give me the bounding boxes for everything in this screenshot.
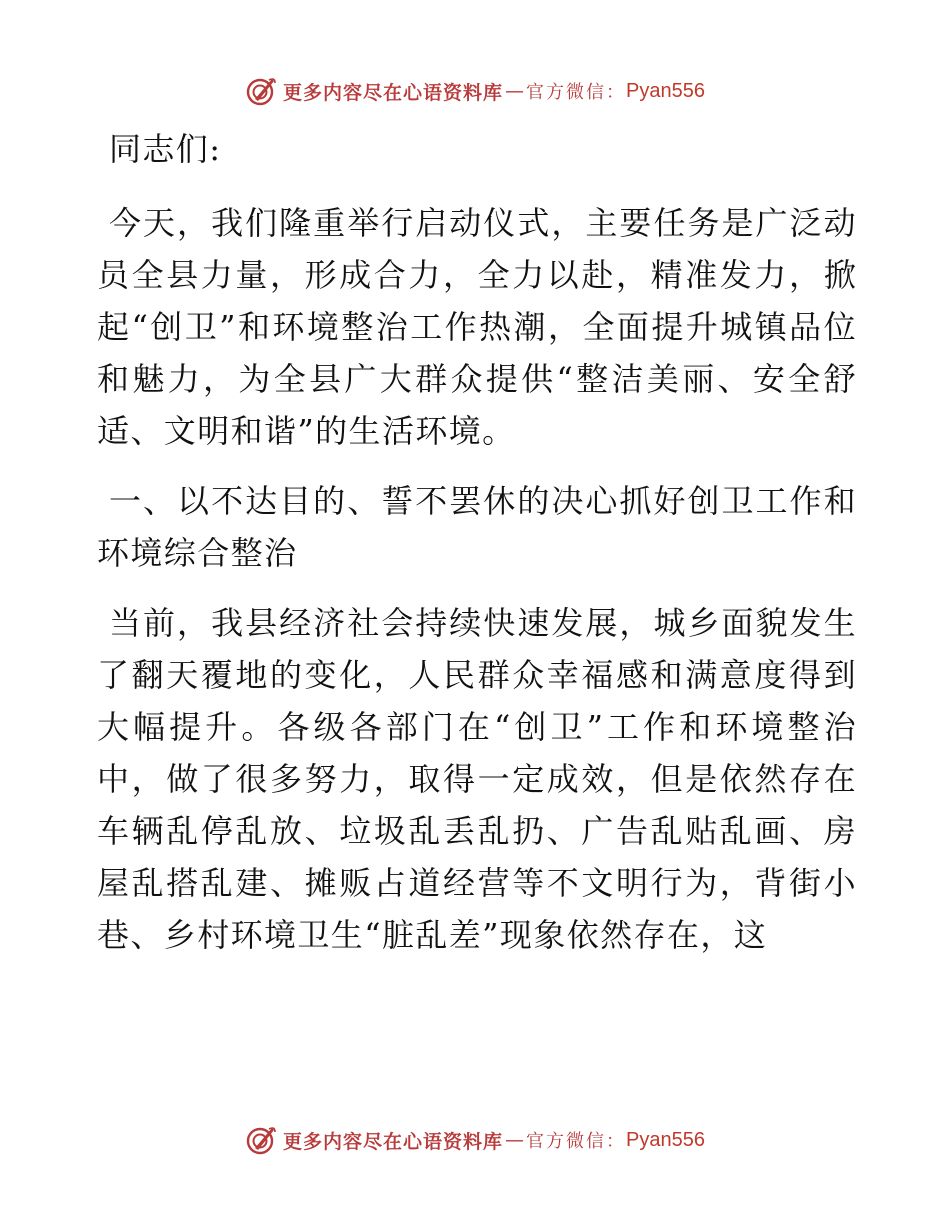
header-watermark-banner — [0, 71, 950, 111]
footer-watermark-banner — [0, 1120, 950, 1160]
greeting-line: 同志们: — [109, 130, 222, 168]
banner-site-text: 更多内容尽在心语资料库 — [283, 81, 504, 104]
paragraph-current-situation: 当前，我县经济社会持续快速发展，城乡面貌发生了翻天覆地的变化，人民群众幸福感和满意度得到大幅提升。各级各部门在“创卫”工作和环境整治中，做了很多努力，取得一定成效，但是依然存在车辆乱停乱放、垃圾乱丢乱扔、广告乱贴乱画、房屋乱搭乱建、摊贩占道经营等不文明行为，背街小巷、乡村环境卫生“脏乱差”现象依然存在，这 — [97, 604, 857, 954]
banner-site-text: 更多内容尽在心语资料库 — [283, 1130, 504, 1153]
section-heading-one: 一、以不达目的、誓不罢休的决心抓好创卫工作和环境综合整治 — [97, 482, 857, 572]
banner-wechat-id: Pyan556 — [626, 79, 705, 102]
quill-logo-icon — [245, 75, 277, 107]
banner-wechat-label: 官方微信： — [526, 1131, 627, 1152]
paragraph-intro: 今天，我们隆重举行启动仪式，主要任务是广泛动员全县力量，形成合力，全力以赴，精准发力，掀起“创卫”和环境整治工作热潮，全面提升城镇品位和魅力，为全县广大群众提供“整洁美丽、安全舒适、文明和谐”的生活环境。 — [97, 204, 857, 450]
document-body — [97, 123, 857, 979]
banner-dash: — — [505, 1129, 525, 1151]
quill-logo-icon — [245, 1124, 277, 1156]
banner-wechat-id: Pyan556 — [626, 1128, 705, 1151]
banner-dash: — — [505, 80, 525, 102]
banner-wechat-label: 官方微信： — [526, 82, 627, 103]
